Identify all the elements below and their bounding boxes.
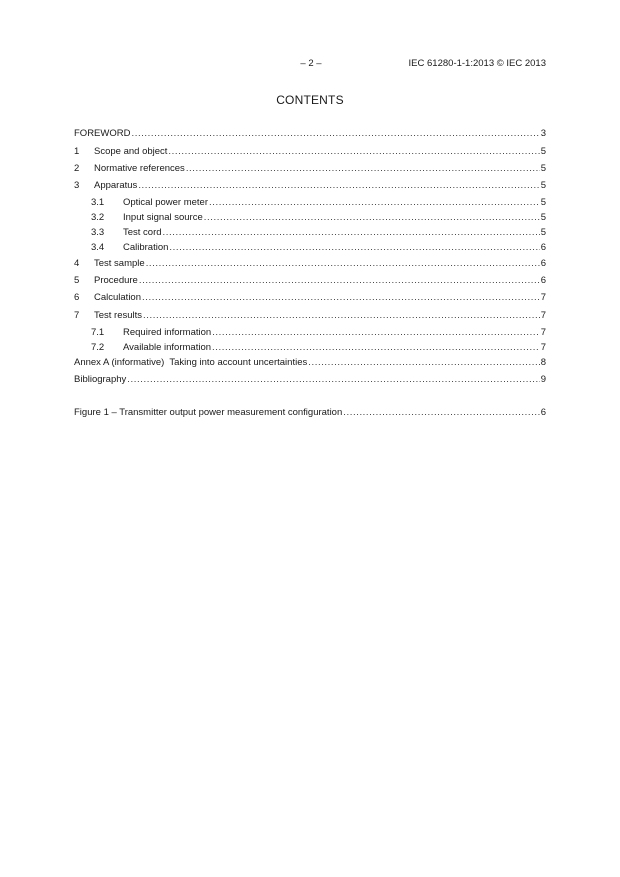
toc-entry-calibration[interactable] xyxy=(91,241,546,255)
toc-entry-page: 5 xyxy=(540,212,546,223)
toc-entry-foreword[interactable] xyxy=(74,127,546,141)
dot-leader xyxy=(142,291,540,305)
toc-entry-title: Calibration xyxy=(123,242,169,253)
dot-leader xyxy=(169,241,539,255)
toc-entry-title: Test sample xyxy=(94,258,145,269)
toc-entry-number: 3 xyxy=(74,180,80,191)
toc-entry-number: 7 xyxy=(74,310,80,321)
toc-entry-annex-a[interactable] xyxy=(74,356,546,370)
toc-entry-figure-1[interactable] xyxy=(74,406,546,420)
document-reference: IEC 61280-1-1:2013 © IEC 2013 xyxy=(408,58,546,69)
contents-title: CONTENTS xyxy=(276,93,344,107)
toc-entry-page: 9 xyxy=(540,374,546,385)
dot-leader xyxy=(168,145,539,159)
toc-entry-page: 6 xyxy=(540,258,546,269)
toc-entry-input-signal-source[interactable] xyxy=(91,211,546,225)
toc-entry-bibliography[interactable] xyxy=(74,373,546,387)
toc-entry-page: 6 xyxy=(540,275,546,286)
toc-entry-page: 5 xyxy=(540,146,546,157)
toc-entry-number: 1 xyxy=(74,146,80,157)
toc-entry-title: Scope and object xyxy=(94,146,168,157)
page-number: – 2 – xyxy=(300,58,322,69)
toc-entry-title: Figure 1 – Transmitter output power measurement configuration xyxy=(74,407,343,418)
toc-entry-number: 6 xyxy=(74,292,80,303)
toc-entry-page: 5 xyxy=(540,197,546,208)
toc-entry-procedure[interactable] xyxy=(74,274,546,288)
toc-entry-scope[interactable] xyxy=(74,145,546,159)
toc-entry-number: 5 xyxy=(74,275,80,286)
toc-entry-page: 7 xyxy=(540,292,546,303)
dot-leader xyxy=(143,309,540,323)
toc-entry-page: 5 xyxy=(540,227,546,238)
toc-entry-page: 6 xyxy=(540,242,546,253)
toc-entry-title: Annex A (informative) Taking into account uncertainties xyxy=(74,357,308,368)
toc-entry-title: Required information xyxy=(123,327,212,338)
toc-entry-title: Apparatus xyxy=(94,180,138,191)
toc-entry-number: 7.2 xyxy=(91,342,105,353)
toc-entry-page: 5 xyxy=(540,163,546,174)
dot-leader xyxy=(139,274,540,288)
page-header xyxy=(0,58,620,74)
toc-entry-page: 7 xyxy=(540,327,546,338)
dot-leader xyxy=(186,162,540,176)
toc-entry-title: Normative references xyxy=(94,163,185,174)
dot-leader xyxy=(163,226,540,240)
toc-entry-title: FOREWORD xyxy=(74,128,131,139)
toc-entry-page: 6 xyxy=(540,407,546,418)
toc-entry-title: Input signal source xyxy=(123,212,203,223)
toc-entry-page: 8 xyxy=(540,357,546,368)
toc-entry-number: 3.1 xyxy=(91,197,105,208)
toc-entry-page: 7 xyxy=(540,310,546,321)
toc-entry-number: 3.4 xyxy=(91,242,105,253)
toc-entry-normative-references[interactable] xyxy=(74,162,546,176)
toc-entry-test-results[interactable] xyxy=(74,309,546,323)
dot-leader xyxy=(131,127,539,141)
toc-entry-required-information[interactable] xyxy=(91,326,546,340)
toc-entry-available-information[interactable] xyxy=(91,341,546,355)
toc-entry-page: 7 xyxy=(540,342,546,353)
toc-entry-optical-power-meter[interactable] xyxy=(91,196,546,210)
dot-leader xyxy=(343,406,539,420)
dot-leader xyxy=(204,211,540,225)
toc-entry-number: 3.2 xyxy=(91,212,105,223)
toc-entry-title: Optical power meter xyxy=(123,197,209,208)
toc-entry-page: 5 xyxy=(540,180,546,191)
toc-entry-title: Test cord xyxy=(123,227,162,238)
toc-entry-title: Bibliography xyxy=(74,374,127,385)
toc-entry-number: 7.1 xyxy=(91,327,105,338)
toc-entry-title: Calculation xyxy=(94,292,141,303)
toc-entry-number: 3.3 xyxy=(91,227,105,238)
toc-entry-calculation[interactable] xyxy=(74,291,546,305)
dot-leader xyxy=(138,179,539,193)
toc-entry-test-sample[interactable] xyxy=(74,257,546,271)
dot-leader xyxy=(209,196,540,210)
toc-entry-number: 4 xyxy=(74,258,80,269)
toc-entry-page: 3 xyxy=(540,128,546,139)
dot-leader xyxy=(146,257,540,271)
toc-entry-title: Available information xyxy=(123,342,212,353)
dot-leader xyxy=(308,356,539,370)
dot-leader xyxy=(212,326,540,340)
dot-leader xyxy=(212,341,540,355)
toc-entry-test-cord[interactable] xyxy=(91,226,546,240)
toc-entry-title: Procedure xyxy=(94,275,138,286)
dot-leader xyxy=(127,373,539,387)
toc-entry-apparatus[interactable] xyxy=(74,179,546,193)
toc-entry-number: 2 xyxy=(74,163,80,174)
toc-entry-title: Test results xyxy=(94,310,143,321)
